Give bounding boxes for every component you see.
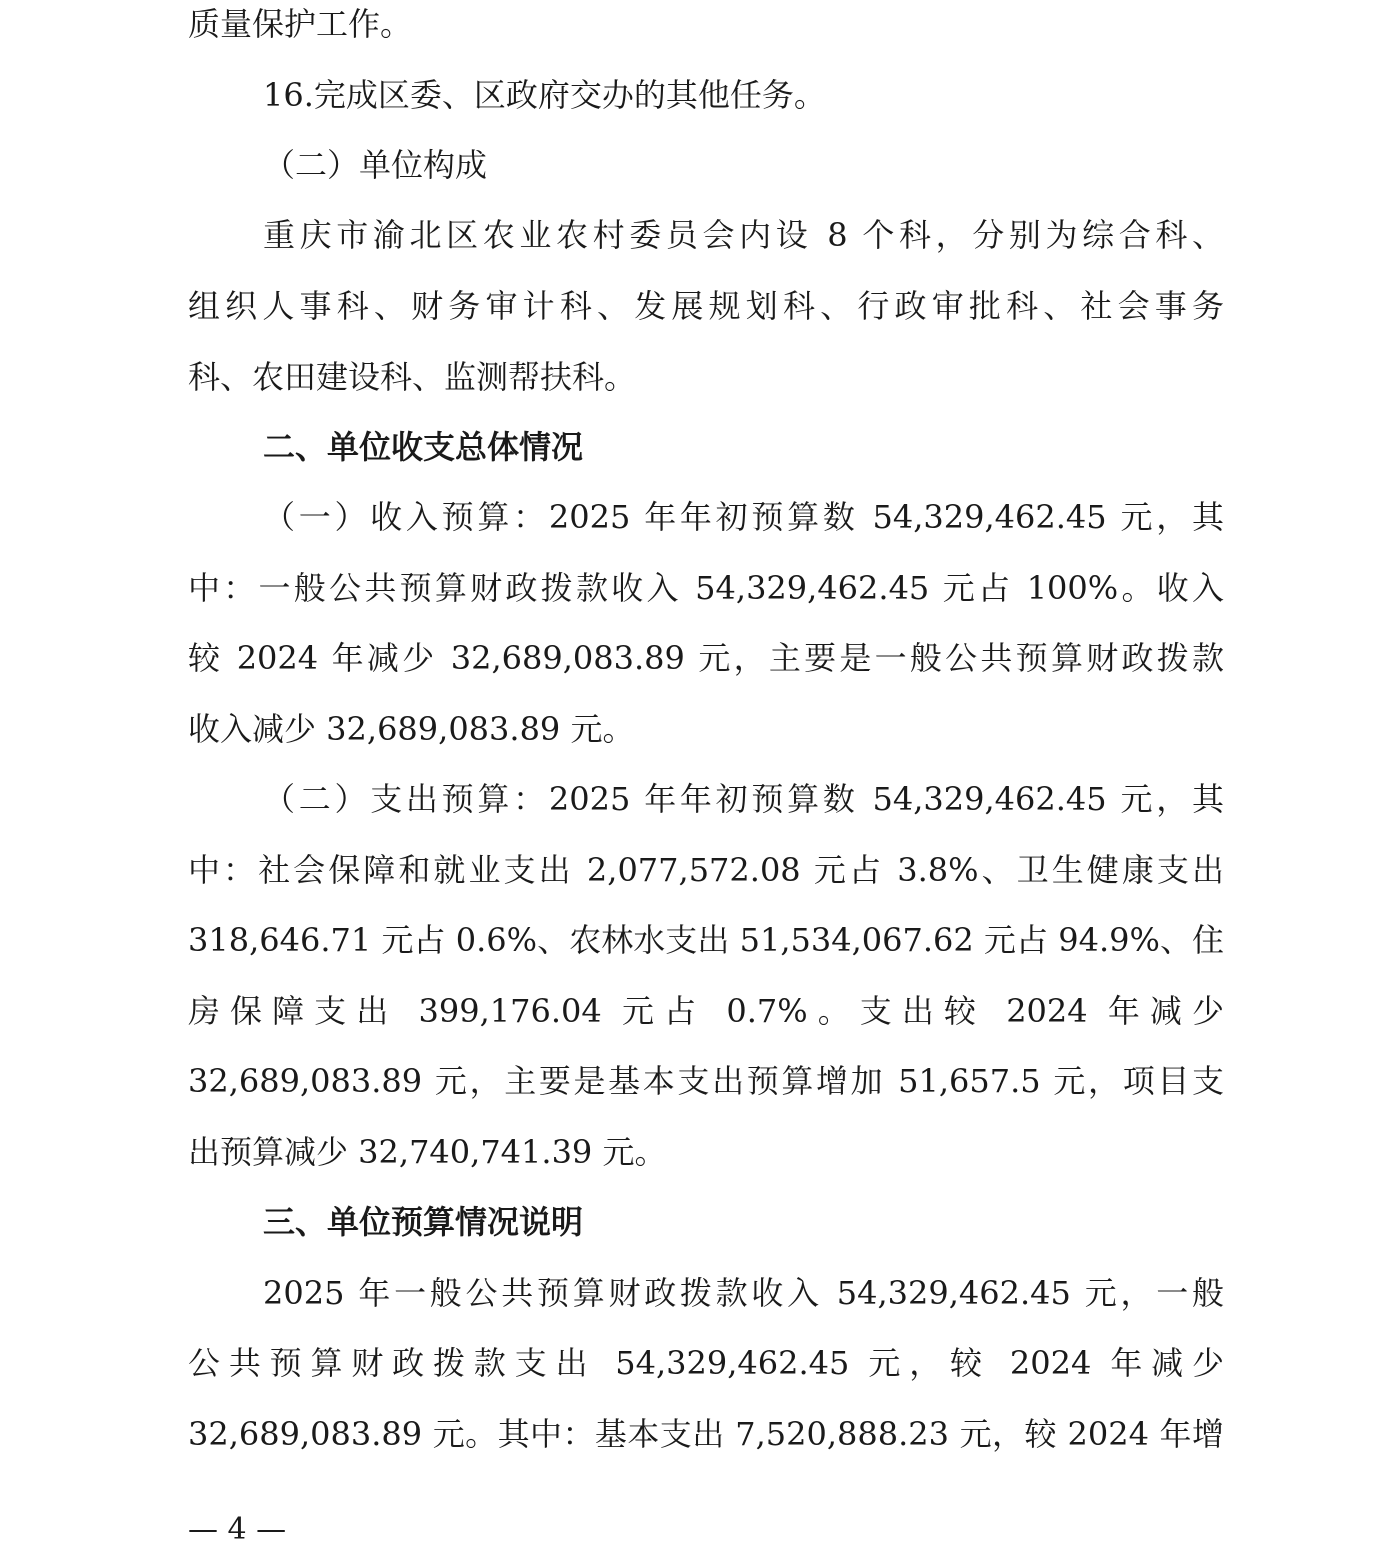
paragraph-line: 重庆市渝北区农业农村委员会内设 8 个科，分别为综合科、 <box>263 216 1224 254</box>
paragraph-line: 318,646.71 元占 0.6%、农林水支出 51,534,067.62 元占 94.9%、住 <box>188 921 1224 959</box>
paragraph-line: 公共预算财政拨款支出 54,329,462.45 元，较 2024 年减少 <box>188 1344 1224 1382</box>
paragraph-line: 32,689,083.89 元，主要是基本支出预算增加 51,657.5 元，项目支 <box>188 1062 1224 1100</box>
page-number: — 4 — <box>188 1512 287 1547</box>
paragraph-line: 中：一般公共预算财政拨款收入 54,329,462.45 元占 100%。收入 <box>188 569 1224 607</box>
paragraph-line: 32,689,083.89 元。其中：基本支出 7,520,888.23 元，较 2024 年增 <box>188 1415 1224 1453</box>
paragraph-line: 较 2024 年减少 32,689,083.89 元，主要是一般公共预算财政拨款 <box>188 639 1224 677</box>
paragraph-line: 收入减少 32,689,083.89 元。 <box>188 710 635 748</box>
section-heading: 二、单位收支总体情况 <box>263 428 584 466</box>
paragraph-line: （二）支出预算：2025 年年初预算数 54,329,462.45 元，其 <box>263 780 1224 818</box>
paragraph-line: 2025 年一般公共预算财政拨款收入 54,329,462.45 元，一般 <box>263 1274 1224 1312</box>
paragraph-line: 出预算减少 32,740,741.39 元。 <box>188 1133 667 1171</box>
paragraph-line: 组织人事科、财务审计科、发展规划科、行政审批科、社会事务 <box>188 287 1224 325</box>
paragraph-line: 质量保护工作。 <box>188 5 413 43</box>
section-subheading: （二）单位构成 <box>263 146 488 184</box>
section-heading: 三、单位预算情况说明 <box>263 1203 584 1241</box>
paragraph-line: （一）收入预算：2025 年年初预算数 54,329,462.45 元，其 <box>263 498 1224 536</box>
paragraph-line: 中：社会保障和就业支出 2,077,572.08 元占 3.8%、卫生健康支出 <box>188 851 1224 889</box>
paragraph-line: 16.完成区委、区政府交办的其他任务。 <box>263 76 826 114</box>
paragraph-line: 科、农田建设科、监测帮扶科。 <box>188 358 637 396</box>
paragraph-line: 房保障支出 399,176.04 元占 0.7%。支出较 2024 年减少 <box>188 992 1224 1030</box>
